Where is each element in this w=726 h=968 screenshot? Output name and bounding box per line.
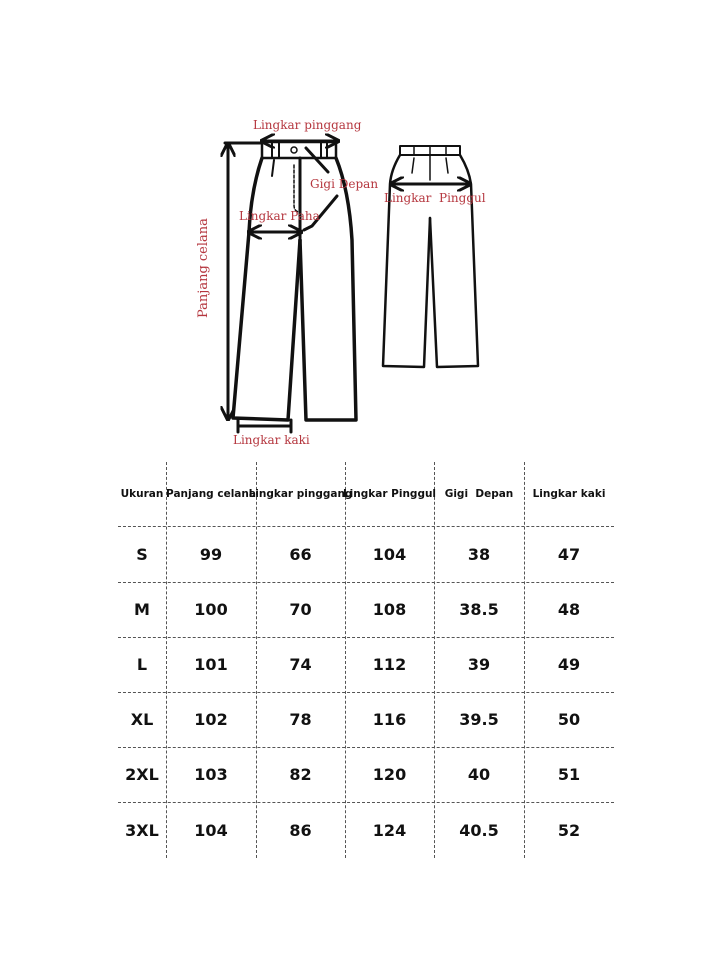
- table-cell: 120: [372, 765, 407, 784]
- pants-measurement-diagram: [0, 0, 726, 460]
- table-cell: 50: [557, 710, 581, 729]
- table-cell: 39.5: [459, 710, 499, 729]
- table-cell: 47: [557, 544, 581, 564]
- label-panjang-celana: Panjang celana: [196, 218, 211, 318]
- table-cell: 52: [557, 820, 581, 840]
- table-size-label: 3XL: [125, 820, 159, 840]
- table-cell: 108: [372, 600, 407, 619]
- table-cell: 104: [194, 820, 228, 840]
- table-cell: 39: [467, 655, 491, 674]
- table-header-cell: Lingkar Pinggul: [342, 488, 437, 500]
- table-cell: 40: [467, 765, 491, 784]
- label-lingkar-pinggang: Lingkar pinggang: [253, 118, 362, 132]
- table-cell: 101: [194, 655, 228, 674]
- table-cell: 74: [289, 655, 312, 674]
- table-header-cell: Panjang celana: [166, 488, 256, 500]
- label-lingkar-pinggul: Lingkar Pinggul: [384, 191, 486, 205]
- table-cell: 103: [194, 765, 228, 784]
- label-gigi-depan: Gigi Depan: [310, 177, 379, 191]
- table-cell: 48: [557, 600, 581, 619]
- table-header-cell: Lingkar pinggang: [248, 488, 353, 500]
- pants-illustration: [0, 0, 726, 460]
- table-size-label: M: [134, 600, 150, 619]
- table-size-label: L: [136, 655, 148, 674]
- table-size-label: 2XL: [125, 765, 159, 784]
- table-cell: 100: [194, 600, 228, 619]
- table-cell: 70: [289, 600, 312, 619]
- table-cell: 112: [372, 655, 407, 674]
- table-cell: 38.5: [459, 600, 499, 619]
- table-cell: 49: [557, 655, 581, 674]
- size-chart-table: [118, 462, 614, 858]
- table-size-label: S: [136, 544, 148, 564]
- table-cell: 99: [199, 544, 223, 564]
- table-cell: 82: [289, 765, 312, 784]
- table-cell: 38: [467, 544, 491, 564]
- table-cell: 116: [372, 710, 407, 729]
- table-cell: 40.5: [459, 820, 499, 840]
- table-header-cell: Gigi Depan: [444, 488, 514, 500]
- table-cell: 124: [372, 820, 407, 840]
- table-header-cell: Lingkar kaki: [532, 488, 606, 500]
- table-cell: 104: [372, 544, 407, 564]
- table-cell: 78: [289, 710, 312, 729]
- table-cell: 86: [289, 820, 312, 840]
- table-cell: 51: [557, 765, 581, 784]
- back-pants-drawing: [383, 146, 478, 367]
- table-cell: 102: [194, 710, 228, 729]
- label-lingkar-kaki: Lingkar kaki: [233, 433, 310, 447]
- table-cell: 66: [289, 544, 312, 564]
- table-header-cell: Ukuran: [120, 488, 164, 500]
- label-lingkar-paha: Lingkar Paha: [239, 209, 320, 223]
- table-size-label: XL: [130, 710, 154, 729]
